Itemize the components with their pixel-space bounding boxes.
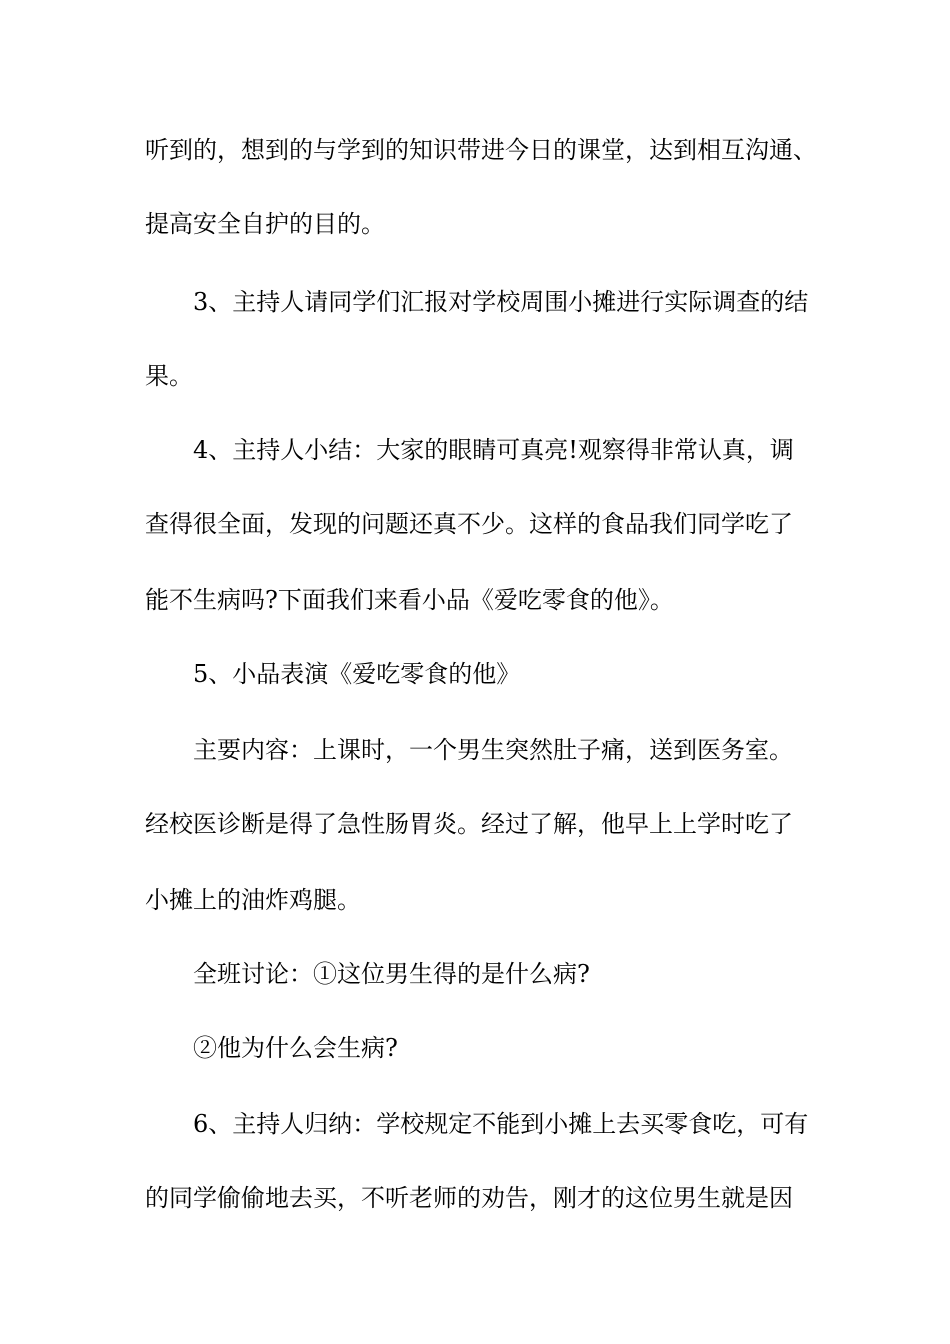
text-line: 能不生病吗?下面我们来看小品《爱吃零食的他》。	[145, 586, 674, 614]
text-line: 全班讨论：①这位男生得的是什么病?	[193, 960, 590, 988]
text-line: 的同学偷偷地去买，不听老师的劝告，刚才的这位男生就是因	[145, 1184, 793, 1212]
text-line: 主要内容：上课时，一个男生突然肚子痛，送到医务室。	[193, 736, 793, 764]
text-line: ②他为什么会生病?	[193, 1034, 398, 1062]
text-line: 4、主持人小结：大家的眼睛可真亮!观察得非常认真，调	[193, 436, 794, 464]
text-line: 查得很全面，发现的问题还真不少。这样的食品我们同学吃了	[145, 510, 793, 538]
text-line: 小摊上的油炸鸡腿。	[145, 886, 361, 914]
text-line: 6、主持人归纳：学校规定不能到小摊上去买零食吃，可有	[193, 1110, 809, 1138]
text-line: 提高安全自护的目的。	[145, 210, 385, 238]
text-line: 果。	[145, 362, 193, 390]
text-line: 经校医诊断是得了急性肠胃炎。经过了解，他早上上学时吃了	[145, 810, 793, 838]
text-line: 3、主持人请同学们汇报对学校周围小摊进行实际调查的结	[193, 288, 809, 316]
text-line: 5、小品表演《爱吃零食的他》	[193, 660, 521, 688]
text-line: 听到的，想到的与学到的知识带进今日的课堂，达到相互沟通、	[145, 136, 817, 164]
